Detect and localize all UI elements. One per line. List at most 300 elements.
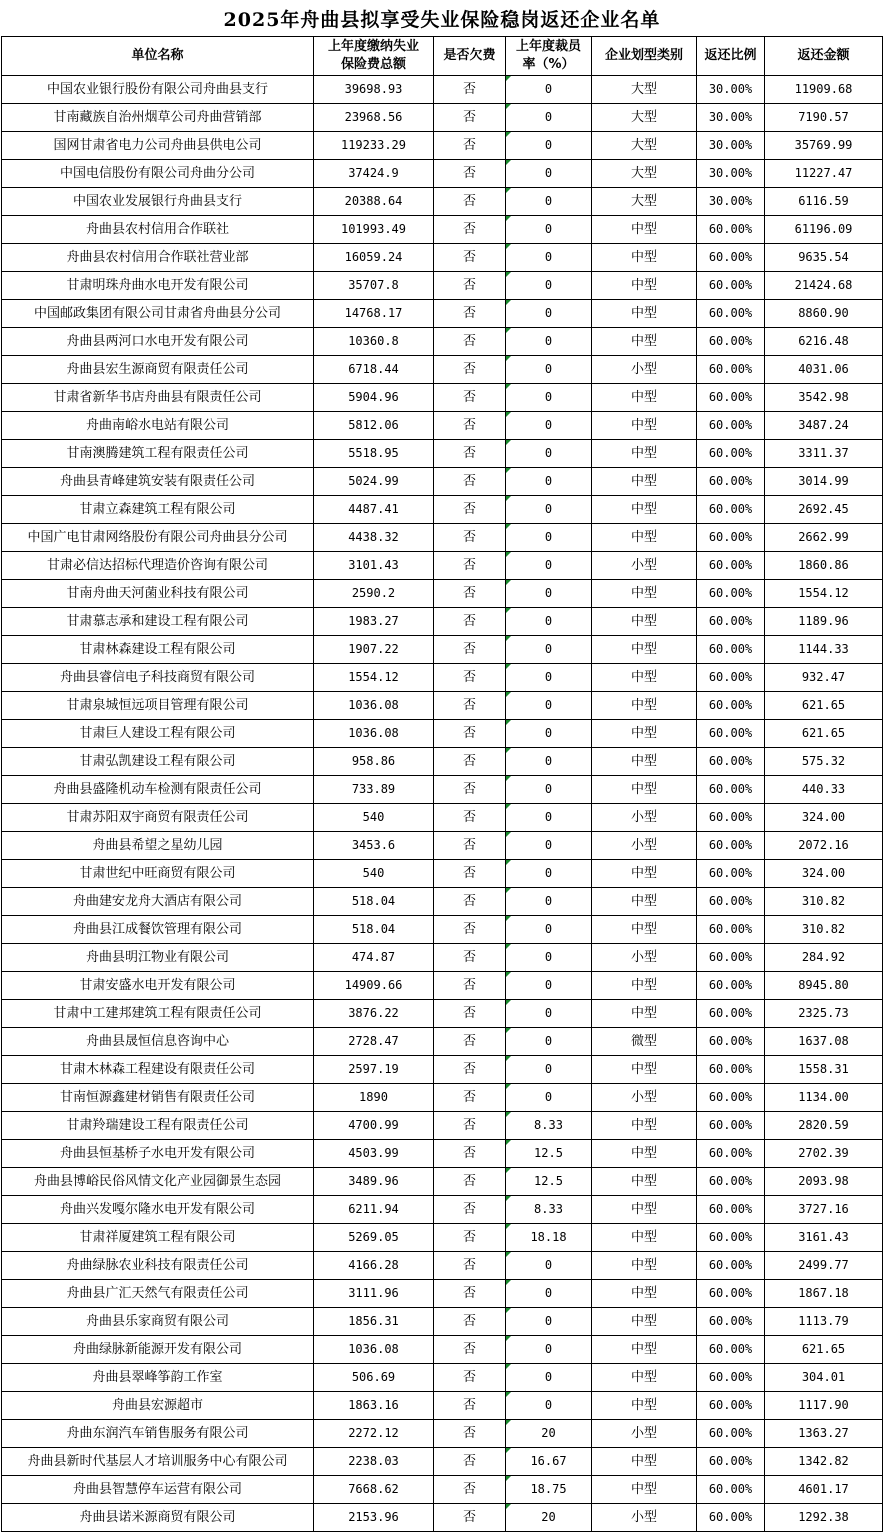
- company-name-cell: 舟曲东润汽车销售服务有限公司: [2, 1420, 314, 1448]
- table-header-row: [2, 37, 883, 76]
- return-amount-cell: 1867.18: [765, 1280, 883, 1308]
- table-row: [2, 1420, 883, 1448]
- arrears-status-cell: 否: [434, 1336, 506, 1364]
- layoff-rate-cell: 18.75: [506, 1476, 592, 1504]
- return-ratio-cell: 60.00%: [697, 776, 765, 804]
- layoff-rate-cell: 16.67: [506, 1448, 592, 1476]
- header-insurance-fee-line2: 保险费总额: [340, 57, 406, 72]
- table-row: [2, 636, 883, 664]
- company-name-cell: 甘南藏族自治州烟草公司舟曲营销部: [2, 104, 314, 132]
- insurance-fee-cell: 5812.06: [314, 412, 434, 440]
- company-name-cell: 舟曲县晟恒信息咨询中心: [2, 1028, 314, 1056]
- insurance-fee-cell: 540: [314, 860, 434, 888]
- arrears-status-cell: 否: [434, 832, 506, 860]
- layoff-rate-cell: 0: [506, 608, 592, 636]
- enterprise-size-cell: 中型: [592, 664, 697, 692]
- enterprise-size-cell: 中型: [592, 272, 697, 300]
- arrears-status-cell: 否: [434, 720, 506, 748]
- return-ratio-cell: 60.00%: [697, 1476, 765, 1504]
- table-row: [2, 1392, 883, 1420]
- insurance-fee-cell: 39698.93: [314, 76, 434, 104]
- company-name-cell: 甘肃明珠舟曲水电开发有限公司: [2, 272, 314, 300]
- layoff-rate-cell: 0: [506, 748, 592, 776]
- enterprise-size-cell: 中型: [592, 1392, 697, 1420]
- return-ratio-cell: 60.00%: [697, 1168, 765, 1196]
- company-name-cell: 中国农业银行股份有限公司舟曲县支行: [2, 76, 314, 104]
- return-ratio-cell: 60.00%: [697, 328, 765, 356]
- insurance-fee-cell: 4503.99: [314, 1140, 434, 1168]
- table-row: [2, 804, 883, 832]
- table-row: [2, 1504, 883, 1532]
- layoff-rate-cell: 0: [506, 244, 592, 272]
- insurance-fee-cell: 1863.16: [314, 1392, 434, 1420]
- enterprise-size-cell: 微型: [592, 1028, 697, 1056]
- arrears-status-cell: 否: [434, 76, 506, 104]
- return-ratio-cell: 60.00%: [697, 1448, 765, 1476]
- return-amount-cell: 1134.00: [765, 1084, 883, 1112]
- return-ratio-cell: 30.00%: [697, 132, 765, 160]
- enterprise-size-cell: 大型: [592, 76, 697, 104]
- arrears-status-cell: 否: [434, 524, 506, 552]
- company-name-cell: 甘南澳腾建筑工程有限责任公司: [2, 440, 314, 468]
- layoff-rate-cell: 0: [506, 300, 592, 328]
- insurance-fee-cell: 4700.99: [314, 1112, 434, 1140]
- insurance-fee-cell: 1890: [314, 1084, 434, 1112]
- arrears-status-cell: 否: [434, 1392, 506, 1420]
- return-amount-cell: 2072.16: [765, 832, 883, 860]
- header-layoff-rate: [506, 37, 592, 76]
- company-name-cell: 舟曲建安龙舟大酒店有限公司: [2, 888, 314, 916]
- layoff-rate-cell: 0: [506, 916, 592, 944]
- company-name-cell: 舟曲南峪水电站有限公司: [2, 412, 314, 440]
- insurance-fee-cell: 6718.44: [314, 356, 434, 384]
- layoff-rate-cell: 8.33: [506, 1196, 592, 1224]
- insurance-fee-cell: 2728.47: [314, 1028, 434, 1056]
- company-name-cell: 舟曲县新时代基层人才培训服务中心有限公司: [2, 1448, 314, 1476]
- return-amount-cell: 2662.99: [765, 524, 883, 552]
- arrears-status-cell: 否: [434, 132, 506, 160]
- layoff-rate-cell: 0: [506, 1028, 592, 1056]
- return-ratio-cell: 60.00%: [697, 1224, 765, 1252]
- return-amount-cell: 932.47: [765, 664, 883, 692]
- return-ratio-cell: 60.00%: [697, 1364, 765, 1392]
- header-layoff-rate-line2: 率（%）: [522, 57, 575, 72]
- table-row: [2, 608, 883, 636]
- enterprise-size-cell: 中型: [592, 384, 697, 412]
- header-return-ratio: 返还比例: [697, 37, 765, 76]
- arrears-status-cell: 否: [434, 1364, 506, 1392]
- return-ratio-cell: 60.00%: [697, 1252, 765, 1280]
- arrears-status-cell: 否: [434, 356, 506, 384]
- header-insurance-fee-line1: 上年度缴纳失业: [327, 39, 419, 54]
- insurance-fee-cell: 119233.29: [314, 132, 434, 160]
- company-name-cell: 甘肃必信达招标代理造价咨询有限公司: [2, 552, 314, 580]
- enterprise-size-cell: 中型: [592, 720, 697, 748]
- enterprise-list-table: [1, 36, 883, 1532]
- return-amount-cell: 324.00: [765, 804, 883, 832]
- return-amount-cell: 8945.80: [765, 972, 883, 1000]
- return-ratio-cell: 60.00%: [697, 664, 765, 692]
- enterprise-size-cell: 中型: [592, 1196, 697, 1224]
- table-row: [2, 1140, 883, 1168]
- enterprise-size-cell: 中型: [592, 972, 697, 1000]
- return-amount-cell: 1342.82: [765, 1448, 883, 1476]
- enterprise-size-cell: 中型: [592, 1252, 697, 1280]
- insurance-fee-cell: 2597.19: [314, 1056, 434, 1084]
- table-row: [2, 272, 883, 300]
- return-amount-cell: 7190.57: [765, 104, 883, 132]
- return-amount-cell: 11909.68: [765, 76, 883, 104]
- arrears-status-cell: 否: [434, 160, 506, 188]
- table-row: [2, 76, 883, 104]
- return-ratio-cell: 60.00%: [697, 1308, 765, 1336]
- enterprise-size-cell: 小型: [592, 356, 697, 384]
- table-row: [2, 496, 883, 524]
- return-amount-cell: 35769.99: [765, 132, 883, 160]
- arrears-status-cell: 否: [434, 1476, 506, 1504]
- table-body: [2, 76, 883, 1532]
- return-ratio-cell: 60.00%: [697, 1392, 765, 1420]
- layoff-rate-cell: 0: [506, 1084, 592, 1112]
- company-name-cell: 舟曲县智慧停车运营有限公司: [2, 1476, 314, 1504]
- return-amount-cell: 3487.24: [765, 412, 883, 440]
- arrears-status-cell: 否: [434, 1112, 506, 1140]
- company-name-cell: 甘肃慕志承和建设工程有限公司: [2, 608, 314, 636]
- arrears-status-cell: 否: [434, 1056, 506, 1084]
- arrears-status-cell: 否: [434, 1280, 506, 1308]
- enterprise-size-cell: 小型: [592, 804, 697, 832]
- insurance-fee-cell: 1036.08: [314, 1336, 434, 1364]
- arrears-status-cell: 否: [434, 1140, 506, 1168]
- insurance-fee-cell: 14909.66: [314, 972, 434, 1000]
- return-amount-cell: 1189.96: [765, 608, 883, 636]
- layoff-rate-cell: 0: [506, 972, 592, 1000]
- table-row: [2, 244, 883, 272]
- arrears-status-cell: 否: [434, 1224, 506, 1252]
- return-amount-cell: 310.82: [765, 916, 883, 944]
- company-name-cell: 国网甘肃省电力公司舟曲县供电公司: [2, 132, 314, 160]
- layoff-rate-cell: 8.33: [506, 1112, 592, 1140]
- return-ratio-cell: 60.00%: [697, 552, 765, 580]
- return-ratio-cell: 60.00%: [697, 384, 765, 412]
- insurance-fee-cell: 518.04: [314, 888, 434, 916]
- company-name-cell: 甘肃立森建筑工程有限公司: [2, 496, 314, 524]
- layoff-rate-cell: 0: [506, 132, 592, 160]
- table-row: [2, 664, 883, 692]
- arrears-status-cell: 否: [434, 636, 506, 664]
- return-ratio-cell: 60.00%: [697, 1196, 765, 1224]
- return-amount-cell: 1558.31: [765, 1056, 883, 1084]
- insurance-fee-cell: 1856.31: [314, 1308, 434, 1336]
- enterprise-size-cell: 中型: [592, 1056, 697, 1084]
- document-title: 2025年舟曲县拟享受失业保险稳岗返还企业名单: [223, 9, 661, 31]
- insurance-fee-cell: 5024.99: [314, 468, 434, 496]
- arrears-status-cell: 否: [434, 916, 506, 944]
- table-row: [2, 552, 883, 580]
- return-ratio-cell: 60.00%: [697, 860, 765, 888]
- enterprise-size-cell: 中型: [592, 244, 697, 272]
- company-name-cell: 舟曲县恒基桥子水电开发有限公司: [2, 1140, 314, 1168]
- enterprise-size-cell: 中型: [592, 860, 697, 888]
- table-row: [2, 832, 883, 860]
- arrears-status-cell: 否: [434, 776, 506, 804]
- return-amount-cell: 1860.86: [765, 552, 883, 580]
- layoff-rate-cell: 0: [506, 552, 592, 580]
- return-ratio-cell: 60.00%: [697, 888, 765, 916]
- insurance-fee-cell: 14768.17: [314, 300, 434, 328]
- table-row: [2, 188, 883, 216]
- table-row: [2, 1084, 883, 1112]
- company-name-cell: 舟曲县明江物业有限公司: [2, 944, 314, 972]
- table-row: [2, 1476, 883, 1504]
- arrears-status-cell: 否: [434, 384, 506, 412]
- table-row: [2, 776, 883, 804]
- arrears-status-cell: 否: [434, 1252, 506, 1280]
- enterprise-size-cell: 中型: [592, 1448, 697, 1476]
- table-row: [2, 132, 883, 160]
- return-amount-cell: 2702.39: [765, 1140, 883, 1168]
- arrears-status-cell: 否: [434, 1420, 506, 1448]
- return-ratio-cell: 60.00%: [697, 1280, 765, 1308]
- table-row: [2, 860, 883, 888]
- table-row: [2, 468, 883, 496]
- enterprise-size-cell: 中型: [592, 692, 697, 720]
- return-ratio-cell: 30.00%: [697, 188, 765, 216]
- table-row: [2, 1336, 883, 1364]
- arrears-status-cell: 否: [434, 860, 506, 888]
- company-name-cell: 甘肃世纪中旺商贸有限公司: [2, 860, 314, 888]
- arrears-status-cell: 否: [434, 580, 506, 608]
- return-amount-cell: 3014.99: [765, 468, 883, 496]
- layoff-rate-cell: 0: [506, 384, 592, 412]
- insurance-fee-cell: 37424.9: [314, 160, 434, 188]
- layoff-rate-cell: 0: [506, 832, 592, 860]
- return-ratio-cell: 60.00%: [697, 692, 765, 720]
- insurance-fee-cell: 6211.94: [314, 1196, 434, 1224]
- layoff-rate-cell: 0: [506, 664, 592, 692]
- company-name-cell: 舟曲县乐家商贸有限公司: [2, 1308, 314, 1336]
- return-ratio-cell: 60.00%: [697, 636, 765, 664]
- return-ratio-cell: 60.00%: [697, 1140, 765, 1168]
- enterprise-size-cell: 小型: [592, 552, 697, 580]
- table-row: [2, 944, 883, 972]
- return-amount-cell: 304.01: [765, 1364, 883, 1392]
- return-ratio-cell: 60.00%: [697, 412, 765, 440]
- enterprise-size-cell: 小型: [592, 1084, 697, 1112]
- insurance-fee-cell: 7668.62: [314, 1476, 434, 1504]
- layoff-rate-cell: 0: [506, 328, 592, 356]
- return-ratio-cell: 30.00%: [697, 76, 765, 104]
- header-return-amount: 返还金额: [765, 37, 883, 76]
- enterprise-size-cell: 小型: [592, 832, 697, 860]
- arrears-status-cell: 否: [434, 972, 506, 1000]
- enterprise-size-cell: 中型: [592, 1364, 697, 1392]
- insurance-fee-cell: 2238.03: [314, 1448, 434, 1476]
- company-name-cell: 甘肃弘凯建设工程有限公司: [2, 748, 314, 776]
- return-amount-cell: 3161.43: [765, 1224, 883, 1252]
- return-amount-cell: 324.00: [765, 860, 883, 888]
- return-ratio-cell: 60.00%: [697, 944, 765, 972]
- enterprise-size-cell: 中型: [592, 216, 697, 244]
- company-name-cell: 中国邮政集团有限公司甘肃省舟曲县分公司: [2, 300, 314, 328]
- layoff-rate-cell: 0: [506, 776, 592, 804]
- table-row: [2, 580, 883, 608]
- insurance-fee-cell: 4438.32: [314, 524, 434, 552]
- return-amount-cell: 21424.68: [765, 272, 883, 300]
- return-ratio-cell: 60.00%: [697, 272, 765, 300]
- company-name-cell: 舟曲县宏生源商贸有限责任公司: [2, 356, 314, 384]
- table-row: [2, 328, 883, 356]
- layoff-rate-cell: 20: [506, 1504, 592, 1532]
- arrears-status-cell: 否: [434, 1448, 506, 1476]
- return-ratio-cell: 60.00%: [697, 1504, 765, 1532]
- enterprise-size-cell: 中型: [592, 1336, 697, 1364]
- insurance-fee-cell: 474.87: [314, 944, 434, 972]
- arrears-status-cell: 否: [434, 1000, 506, 1028]
- enterprise-size-cell: 中型: [592, 440, 697, 468]
- layoff-rate-cell: 20: [506, 1420, 592, 1448]
- arrears-status-cell: 否: [434, 1504, 506, 1532]
- arrears-status-cell: 否: [434, 1308, 506, 1336]
- company-name-cell: 舟曲绿脉新能源开发有限公司: [2, 1336, 314, 1364]
- table-row: [2, 888, 883, 916]
- arrears-status-cell: 否: [434, 272, 506, 300]
- insurance-fee-cell: 3111.96: [314, 1280, 434, 1308]
- company-name-cell: 甘肃林森建设工程有限公司: [2, 636, 314, 664]
- return-ratio-cell: 60.00%: [697, 972, 765, 1000]
- insurance-fee-cell: 733.89: [314, 776, 434, 804]
- insurance-fee-cell: 518.04: [314, 916, 434, 944]
- insurance-fee-cell: 2153.96: [314, 1504, 434, 1532]
- arrears-status-cell: 否: [434, 1168, 506, 1196]
- enterprise-size-cell: 小型: [592, 1420, 697, 1448]
- layoff-rate-cell: 0: [506, 636, 592, 664]
- arrears-status-cell: 否: [434, 496, 506, 524]
- layoff-rate-cell: 0: [506, 1308, 592, 1336]
- insurance-fee-cell: 1036.08: [314, 692, 434, 720]
- return-amount-cell: 1363.27: [765, 1420, 883, 1448]
- header-name: 单位名称: [2, 37, 314, 76]
- return-ratio-cell: 60.00%: [697, 216, 765, 244]
- return-ratio-cell: 60.00%: [697, 720, 765, 748]
- table-row: [2, 1252, 883, 1280]
- arrears-status-cell: 否: [434, 944, 506, 972]
- return-amount-cell: 284.92: [765, 944, 883, 972]
- return-ratio-cell: 60.00%: [697, 1112, 765, 1140]
- layoff-rate-cell: 0: [506, 272, 592, 300]
- company-name-cell: 甘肃安盛水电开发有限公司: [2, 972, 314, 1000]
- arrears-status-cell: 否: [434, 888, 506, 916]
- table-row: [2, 1056, 883, 1084]
- table-row: [2, 1112, 883, 1140]
- company-name-cell: 舟曲县盛隆机动车检测有限责任公司: [2, 776, 314, 804]
- enterprise-size-cell: 中型: [592, 496, 697, 524]
- return-amount-cell: 4031.06: [765, 356, 883, 384]
- layoff-rate-cell: 12.5: [506, 1168, 592, 1196]
- return-ratio-cell: 30.00%: [697, 104, 765, 132]
- company-name-cell: 中国广电甘肃网络股份有限公司舟曲县分公司: [2, 524, 314, 552]
- return-amount-cell: 6116.59: [765, 188, 883, 216]
- enterprise-size-cell: 中型: [592, 1140, 697, 1168]
- return-ratio-cell: 60.00%: [697, 748, 765, 776]
- company-name-cell: 舟曲县睿信电子科技商贸有限公司: [2, 664, 314, 692]
- enterprise-size-cell: 小型: [592, 944, 697, 972]
- layoff-rate-cell: 0: [506, 412, 592, 440]
- return-amount-cell: 3727.16: [765, 1196, 883, 1224]
- layoff-rate-cell: 0: [506, 1280, 592, 1308]
- insurance-fee-cell: 20388.64: [314, 188, 434, 216]
- return-ratio-cell: 60.00%: [697, 468, 765, 496]
- table-row: [2, 216, 883, 244]
- enterprise-size-cell: 中型: [592, 328, 697, 356]
- enterprise-size-cell: 中型: [592, 748, 697, 776]
- layoff-rate-cell: 0: [506, 1392, 592, 1420]
- table-row: [2, 1000, 883, 1028]
- insurance-fee-cell: 1036.08: [314, 720, 434, 748]
- layoff-rate-cell: 0: [506, 580, 592, 608]
- company-name-cell: 甘肃木林森工程建设有限责任公司: [2, 1056, 314, 1084]
- company-name-cell: 舟曲县诺米源商贸有限公司: [2, 1504, 314, 1532]
- table-row: [2, 748, 883, 776]
- company-name-cell: 甘南恒源鑫建材销售有限责任公司: [2, 1084, 314, 1112]
- return-amount-cell: 2093.98: [765, 1168, 883, 1196]
- layoff-rate-cell: 0: [506, 720, 592, 748]
- return-ratio-cell: 60.00%: [697, 440, 765, 468]
- arrears-status-cell: 否: [434, 1196, 506, 1224]
- return-amount-cell: 1117.90: [765, 1392, 883, 1420]
- insurance-fee-cell: 4487.41: [314, 496, 434, 524]
- table-row: [2, 1448, 883, 1476]
- enterprise-size-cell: 中型: [592, 1476, 697, 1504]
- layoff-rate-cell: 0: [506, 944, 592, 972]
- company-name-cell: 甘肃巨人建设工程有限公司: [2, 720, 314, 748]
- arrears-status-cell: 否: [434, 804, 506, 832]
- table-row: [2, 1168, 883, 1196]
- return-ratio-cell: 60.00%: [697, 1084, 765, 1112]
- return-ratio-cell: 60.00%: [697, 804, 765, 832]
- return-amount-cell: 621.65: [765, 1336, 883, 1364]
- insurance-fee-cell: 1907.22: [314, 636, 434, 664]
- enterprise-size-cell: 中型: [592, 300, 697, 328]
- insurance-fee-cell: 10360.8: [314, 328, 434, 356]
- enterprise-size-cell: 中型: [592, 636, 697, 664]
- company-name-cell: 舟曲县青峰建筑安装有限责任公司: [2, 468, 314, 496]
- enterprise-size-cell: 中型: [592, 888, 697, 916]
- table-row: [2, 104, 883, 132]
- enterprise-size-cell: 中型: [592, 468, 697, 496]
- return-amount-cell: 1144.33: [765, 636, 883, 664]
- table-row: [2, 916, 883, 944]
- layoff-rate-cell: 0: [506, 1336, 592, 1364]
- layoff-rate-cell: 0: [506, 1252, 592, 1280]
- header-layoff-rate-line1: 上年度裁员: [515, 39, 581, 54]
- layoff-rate-cell: 0: [506, 160, 592, 188]
- layoff-rate-cell: 18.18: [506, 1224, 592, 1252]
- return-ratio-cell: 60.00%: [697, 496, 765, 524]
- layoff-rate-cell: 0: [506, 1000, 592, 1028]
- return-amount-cell: 4601.17: [765, 1476, 883, 1504]
- insurance-fee-cell: 3453.6: [314, 832, 434, 860]
- return-ratio-cell: 60.00%: [697, 1000, 765, 1028]
- insurance-fee-cell: 2590.2: [314, 580, 434, 608]
- enterprise-size-cell: 中型: [592, 580, 697, 608]
- layoff-rate-cell: 0: [506, 216, 592, 244]
- insurance-fee-cell: 1554.12: [314, 664, 434, 692]
- table-row: [2, 1364, 883, 1392]
- insurance-fee-cell: 958.86: [314, 748, 434, 776]
- company-name-cell: 舟曲绿脉农业科技有限责任公司: [2, 1252, 314, 1280]
- arrears-status-cell: 否: [434, 1028, 506, 1056]
